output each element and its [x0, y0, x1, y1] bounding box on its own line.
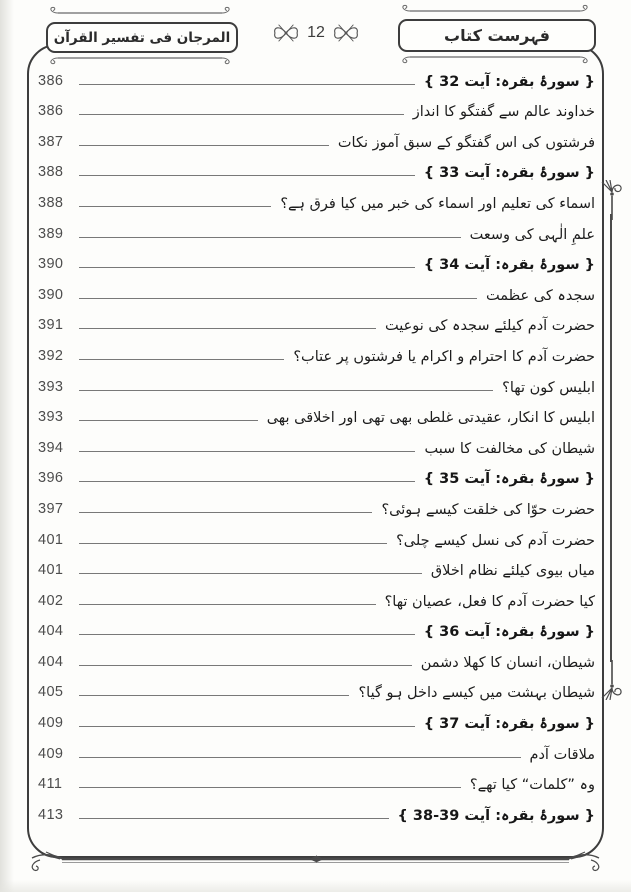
- book-title-box: [46, 22, 238, 53]
- toc-entry-text: { سورۂ بقرہ: آیت 33 }: [423, 165, 595, 182]
- toc-row: [38, 91, 595, 122]
- toc-row: [38, 611, 595, 642]
- toc-entry-text: فرشتوں کی اس گفتگو کے سبق آموز نکات: [337, 134, 595, 151]
- toc-entry-text: { سورۂ بقرہ: آیت 32 }: [423, 73, 595, 90]
- side-flourish-bottom-icon: [600, 660, 624, 700]
- toc-row: [38, 244, 595, 275]
- toc-page-number: 393: [38, 409, 64, 426]
- toc-page-number: 401: [38, 531, 64, 548]
- toc-row: [38, 733, 595, 764]
- side-flourish-top-icon: [600, 180, 624, 220]
- toc-entry-text: { سورۂ بقرہ: آیت 39-38 }: [397, 807, 595, 824]
- toc-page-number: 386: [38, 72, 64, 89]
- leader-line: [79, 237, 461, 238]
- toc-row: [38, 794, 595, 825]
- leader-line: [79, 543, 387, 544]
- toc-page-number: 397: [38, 500, 64, 517]
- toc-row: [38, 335, 595, 366]
- toc-page-number: 390: [38, 256, 64, 273]
- leader-line: [79, 818, 389, 819]
- ornament-line-icon: [48, 6, 232, 20]
- page-number-block: [260, 19, 372, 47]
- leader-line: [79, 512, 372, 513]
- leader-line: [79, 481, 415, 482]
- toc-list: [38, 60, 595, 825]
- leader-line: [79, 573, 422, 574]
- toc-row: [38, 488, 595, 519]
- contents-title: فہرست کتاب: [444, 26, 550, 45]
- leader-line: [79, 451, 415, 452]
- scan-shadow-bottom: [0, 880, 631, 892]
- toc-page-number: 390: [38, 286, 64, 303]
- toc-page-number: 401: [38, 562, 64, 579]
- leader-line: [79, 267, 415, 268]
- toc-entry-text: حضرت آدم کیلئے سجدہ کی نوعیت: [384, 318, 595, 335]
- toc-page-number: 413: [38, 806, 64, 823]
- toc-page-number: 389: [38, 225, 64, 242]
- floral-ornament-right-icon: [332, 21, 360, 45]
- leader-line: [79, 328, 376, 329]
- toc-row: [38, 60, 595, 91]
- toc-page-number: 394: [38, 439, 64, 456]
- toc-row: [38, 519, 595, 550]
- toc-row: [38, 458, 595, 489]
- leader-line: [79, 84, 415, 85]
- toc-page-number: 402: [38, 592, 64, 609]
- floral-ornament-left-icon: [272, 21, 300, 45]
- leader-line: [79, 757, 521, 758]
- toc-page-number: 391: [38, 317, 64, 334]
- toc-entry-text: { سورۂ بقرہ: آیت 35 }: [423, 471, 595, 488]
- toc-page-number: 386: [38, 103, 64, 120]
- toc-entry-text: شیطان بہشت میں کیسے داخل ہو گیا؟: [358, 685, 595, 702]
- toc-entry-text: ملاقات آدم: [529, 746, 595, 763]
- toc-entry-text: ابلیس کا انکار، عقیدتی غلطی بھی تھی اور اخلاقی بھی: [266, 410, 595, 427]
- toc-row: [38, 550, 595, 581]
- leader-line: [79, 634, 415, 635]
- toc-row: [38, 580, 595, 611]
- toc-row: [38, 213, 595, 244]
- leader-line: [79, 390, 493, 391]
- toc-entry-text: ابلیس کون تھا؟: [502, 379, 595, 396]
- toc-row: [38, 182, 595, 213]
- contents-title-box: [398, 19, 596, 52]
- toc-row: [38, 702, 595, 733]
- leader-line: [79, 420, 258, 421]
- toc-entry-text: { سورۂ بقرہ: آیت 34 }: [423, 257, 595, 274]
- toc-row: [38, 672, 595, 703]
- toc-entry-text: سجدہ کی عظمت: [486, 287, 595, 304]
- toc-entry-text: اسماء کی تعلیم اور اسماء کی خبر میں کیا فرق ہے؟: [280, 195, 595, 212]
- toc-entry-text: حضرت آدم کا احترام و اکرام یا فرشتوں پر عتاب؟: [293, 348, 595, 365]
- toc-page-number: 409: [38, 715, 64, 732]
- toc-entry-text: { سورۂ بقرہ: آیت 36 }: [423, 624, 595, 641]
- toc-entry-text: شیطان کی مخالفت کا سبب: [424, 440, 595, 457]
- bottom-rule-ornament-icon: [28, 851, 603, 877]
- toc-page-number: 404: [38, 653, 64, 670]
- toc-page-number: 396: [38, 470, 64, 487]
- toc-row: [38, 427, 595, 458]
- toc-entry-text: وہ ”کلمات“ کیا تھے؟: [469, 777, 595, 794]
- leader-line: [79, 206, 271, 207]
- toc-row: [38, 641, 595, 672]
- leader-line: [79, 145, 329, 146]
- toc-page-number: 392: [38, 347, 64, 364]
- toc-row: [38, 764, 595, 795]
- toc-page-number: 405: [38, 684, 64, 701]
- toc-entry-text: حضرت آدم کی نسل کیسے چلی؟: [396, 532, 595, 549]
- toc-page-number: 411: [38, 776, 63, 793]
- book-title: المرجان فی تفسیر القرآن: [53, 29, 231, 46]
- leader-line: [79, 665, 412, 666]
- scan-shadow-left: [0, 0, 14, 892]
- toc-entry-text: حضرت حوّا کی خلقت کیسے ہوئی؟: [381, 501, 595, 518]
- toc-row: [38, 121, 595, 152]
- toc-row: [38, 274, 595, 305]
- toc-page-number: 404: [38, 623, 64, 640]
- leader-line: [79, 114, 404, 115]
- toc-entry-text: شیطان، انسان کا کھلا دشمن: [420, 654, 595, 671]
- leader-line: [79, 787, 461, 788]
- leader-line: [79, 695, 349, 696]
- leader-line: [79, 604, 376, 605]
- toc-row: [38, 305, 595, 336]
- leader-line: [79, 298, 477, 299]
- toc-entry-text: خداوند عالم سے گفتگو کا انداز: [412, 104, 595, 121]
- toc-page-number: 388: [38, 194, 64, 211]
- leader-line: [79, 726, 415, 727]
- page-number: 12: [307, 24, 325, 41]
- side-ornament-rule: [610, 214, 612, 662]
- toc-page-number: 409: [38, 745, 64, 762]
- toc-row: [38, 397, 595, 428]
- leader-line: [79, 175, 415, 176]
- toc-page-number: 388: [38, 164, 64, 181]
- toc-page-number: 387: [38, 133, 64, 150]
- toc-page-number: 393: [38, 378, 64, 395]
- ornament-line-icon: [400, 4, 590, 18]
- toc-row: [38, 152, 595, 183]
- toc-entry-text: { سورۂ بقرہ: آیت 37 }: [423, 716, 595, 733]
- leader-line: [79, 359, 284, 360]
- toc-entry-text: میاں بیوی کیلئے نظام اخلاق: [430, 563, 595, 580]
- toc-entry-text: کیا حضرت آدم کا فعل، عصیان تھا؟: [384, 593, 595, 610]
- toc-row: [38, 366, 595, 397]
- toc-entry-text: علمِ الٰہی کی وسعت: [469, 226, 595, 243]
